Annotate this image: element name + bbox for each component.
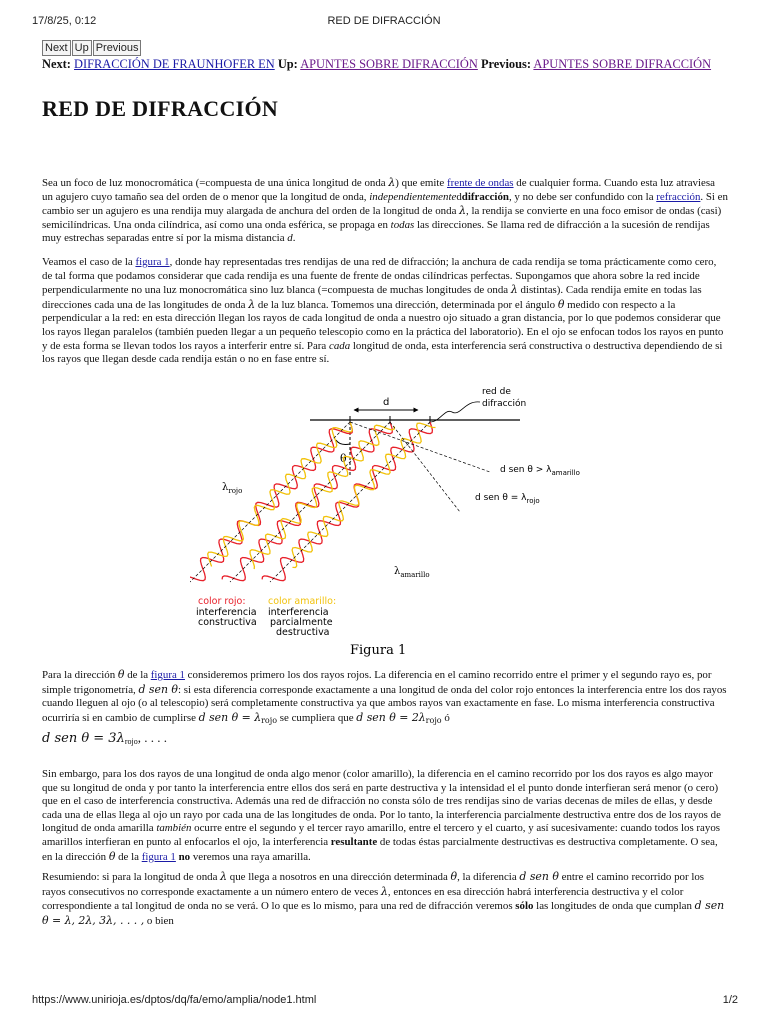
paragraph-2 [42, 256, 728, 367]
equation: d sen θ = λ, 2λ, 3λ, . . . , [42, 899, 725, 927]
wave-group [190, 422, 436, 581]
next-link[interactable]: DIFRACCIÓN DE FRAUNHOFER EN [74, 57, 275, 71]
eq-red-label: d sen $\theta = \lambda_{rojo}$ [475, 493, 540, 505]
text: de la [115, 850, 142, 863]
text: Resumiendo: si para la longitud de onda [42, 871, 221, 883]
text: Sea un foco de luz monocromática (=compuesta de una única longitud de onda [42, 177, 389, 189]
emphasis: cada [329, 339, 351, 352]
paragraph-5 [42, 870, 728, 928]
next-button[interactable]: Next [42, 40, 71, 56]
text: longitud de onda, esta interferencia será constructiva o destructiva dependiendo de si los rayos que llegan desde cada rendija están o no en fase entre sí. [42, 339, 723, 366]
text: ocurre entre el segundo y el tercer rayo amarillo, entre el tercero y el cuarto, y así sucesivamente: cuando todos los rayos amarillos interfieran en punto al enfocarlos el ojo, la interferencia [42, 822, 721, 848]
bold-term: sólo [515, 900, 534, 913]
red-legend-line: constructiva [198, 617, 257, 628]
grating-label: red de [482, 387, 511, 397]
bold-term: difracción [461, 190, 509, 203]
yellow-legend-title: color amarillo: [268, 596, 337, 607]
figura-1-link[interactable]: figura 1 [141, 850, 176, 863]
page-number: 1/2 [722, 994, 738, 1006]
page-title: RED DE DIFRACCIÓN [42, 96, 279, 121]
equation-line [42, 731, 728, 749]
text: distintas). Cada rendija emite en todas las direcciones cada una de las longitudes de onda [42, 284, 702, 311]
text: consideremos primero los dos rayos rojos. La diferencia en el camino recorrido entre el primer y el segundo rayo es, por simple trigonometría, [42, 669, 712, 696]
red-wave [262, 422, 432, 581]
equation: d sen θ [138, 682, 178, 696]
theta-arc [336, 440, 350, 445]
next-label: Next: [42, 57, 71, 71]
red-legend-title: color rojo: [198, 596, 246, 607]
paragraph-1 [42, 176, 728, 246]
refraccion-link[interactable]: refracción [656, 190, 701, 203]
red-legend-line: interferencia [196, 607, 257, 618]
text: medido con respecto a la perpendicular a la red: en esta dirección llegan los rayos de cada longitud de onda a nuestro ojo situado a gran distancia, por lo que podemos considerar que los rayos llegan paralelos (también pueden llegar a un pequeño telescopio como en la práctica del laboratorio). En el ojo se enfocan todos los rayos en punto y de esta forma se llevan todos los rayos a interferir entre sí. Para [42, 298, 724, 352]
grating-label: difracción [482, 399, 527, 409]
frente-de-ondas-link[interactable]: frente de ondas [447, 177, 514, 189]
lambda-symbol: λ [381, 884, 388, 898]
text: las longitudes de onda que cumplan [533, 900, 695, 913]
paragraph-3 [42, 668, 728, 749]
text: , la diferencia [457, 871, 520, 883]
figura-1-link[interactable]: figura 1 [135, 255, 170, 268]
text: , la rendija se convierte en una foco emisor de ondas (casi) semicilíndricas. Una onda cilíndrica, así como una onda esférica, se propaga en [42, 205, 722, 231]
theta-symbol: θ [108, 849, 116, 863]
text: d [456, 190, 462, 203]
text: . [292, 232, 296, 245]
ray-guide [230, 422, 390, 582]
d-label: d [383, 397, 390, 408]
text: de todas éstas parcialmente destructivas es destructiva completamente. O sea, en la dirección [42, 835, 718, 863]
lambda-rojo-label: $\lambda_{rojo}$ [222, 482, 243, 495]
text: Sin embargo, para los dos rayos de una longitud de onda algo menor (color amarillo), la diferencia en el camino recorrido por los dos rayos es algo mayor que su longitud de onda y por tanto la interferencia entre ellos dos será en parte destructiva y la intensidad el el punto donde interfieran será menor (o cero) que en el caso de interferencia constructiva. Además una red de difracción no consta sólo de tres rendijas sino de varias decenas de miles de ellas, y desde cada una de ellas llega al ojo un rayo por cada una de las longitudes de onda. Por lo tanto, la interferencia parcialmente destructiva entre dos de los rayos de longitud de onda amarilla [42, 768, 721, 835]
path-diff-line [390, 422, 460, 512]
text: ) que emite [395, 177, 447, 189]
emphasis: también [156, 822, 192, 835]
figure-caption: Figura 1 [350, 643, 407, 658]
up-label: Up: [277, 57, 298, 71]
print-title: RED DE DIFRACCIÓN [327, 15, 441, 27]
previous-link[interactable]: APUNTES SOBRE DIFRACCIÓN [533, 57, 712, 71]
nav-line [42, 57, 711, 72]
text: , . . . . [137, 730, 167, 746]
text: o bien [144, 914, 174, 927]
lambda-symbol: λ [459, 204, 467, 218]
figure-1-diagram [190, 382, 590, 660]
bold-term: no [178, 850, 191, 863]
print-url: https://www.unirioja.es/dptos/dq/fa/emo/amplia/node1.html [32, 994, 317, 1006]
emphasis: independientemente [369, 190, 457, 203]
print-date: 17/8/25, 0:12 [32, 15, 97, 27]
emphasis: todas [390, 218, 415, 231]
equation: d sen $\theta = 2\lambda_{rojo}$ [356, 710, 442, 725]
equation: d sen $\theta = \lambda_{rojo}$ [198, 710, 278, 725]
text: , entonces en esa dirección habrá interferencia destructiva y el color correspondiente a tal longitud de onda no se verá. O lo que es lo mismo, para una red de difracción veremos [42, 885, 684, 913]
emphasis: d [287, 232, 293, 245]
up-link[interactable]: APUNTES SOBRE DIFRACCIÓN [300, 57, 478, 71]
previous-label: Previous: [480, 57, 531, 71]
equation: d sen θ [519, 870, 559, 883]
theta-symbol: θ [450, 870, 458, 883]
yellow-legend-line: parcialmente [270, 617, 333, 628]
bold-term: resultante [330, 835, 378, 848]
text: Veamos el caso de la [42, 255, 136, 268]
subscript: rojo [124, 737, 138, 747]
figura-1-link[interactable]: figura 1 [150, 669, 185, 681]
text: ó [441, 711, 450, 724]
equation: d sen θ = 3λ [42, 731, 125, 747]
lambda-amarillo-label: $\lambda_{amarillo}$ [394, 566, 430, 579]
previous-button[interactable]: Previous [93, 40, 142, 56]
text: que llega a nosotros en una dirección determinada [227, 871, 451, 883]
lambda-symbol: λ [248, 297, 256, 311]
text: se cumpliera que [277, 711, 357, 724]
theta-symbol: θ [557, 297, 565, 311]
lambda-symbol: λ [220, 870, 228, 883]
text: de cualquier forma. Cuando esta luz atraviesa un agujero cuyo tamaño sea del orden de o menor que la longitud de onda, [42, 177, 715, 203]
text: , y no debe ser confundido con la [508, 190, 657, 203]
paragraph-4 [42, 768, 728, 864]
theta-symbol: θ [117, 668, 125, 681]
yellow-legend-line: destructiva [276, 627, 330, 638]
up-button[interactable]: Up [72, 40, 92, 56]
yellow-legend-line: interferencia [268, 607, 329, 618]
ray-guide [270, 422, 430, 582]
content-top [42, 176, 728, 377]
eq-yellow-label: d sen $\theta > \lambda_{amarillo}$ [500, 465, 580, 477]
text: , donde hay representadas tres rendijas de una red de difracción; la anchura de cada rendija se toma prácticamente como cero, de tal forma que podamos considerar que cada rendija es una fuente de frente de ondas cilíndricas perfectas. Supongamos que ahora sobre la red incide perpendicularmente no una luz monocromática sino luz blanca (=compuesta de muchas longitudes de onda [42, 255, 717, 297]
lambda-symbol: λ [510, 283, 518, 297]
text: de la luz blanca. Tomemos una dirección, determinada por el ángulo [255, 298, 558, 311]
grating-pointer [430, 402, 480, 422]
nav-buttons [42, 40, 142, 56]
path-diff-line [350, 422, 490, 472]
ray-guide [190, 422, 350, 582]
lambda-symbol: λ [388, 176, 396, 189]
text: veremos una raya amarilla. [190, 850, 311, 863]
theta-label: θ [340, 452, 347, 465]
red-wave [222, 422, 392, 581]
text: . Si en cambio ser un agujero es una rendija muy alargada de anchura del orden de la longitud de onda [42, 190, 728, 218]
text: entre el camino recorrido por los rayos consecutivos no corresponde exactamente a un número entero de veces [42, 871, 705, 898]
text: Para la dirección [42, 669, 118, 681]
text: de la [124, 669, 151, 681]
print-header [0, 15, 768, 31]
text: las direcciones. Se llama red de difracción a la sucesión de rendijas muy estrechas separadas entre sí por la misma distancia [42, 218, 710, 245]
text: : si esta diferencia corresponde exactamente a una longitud de onda del color rojo entonces la interferencia entre los dos rayos cuando lleguen al ojo (o al telescopio) será completamente constructiva ya que ambos rayos van exactamente en fase. Lo misma interferencia constructiva ocurriría si en cambio de cumplirse [42, 683, 727, 724]
